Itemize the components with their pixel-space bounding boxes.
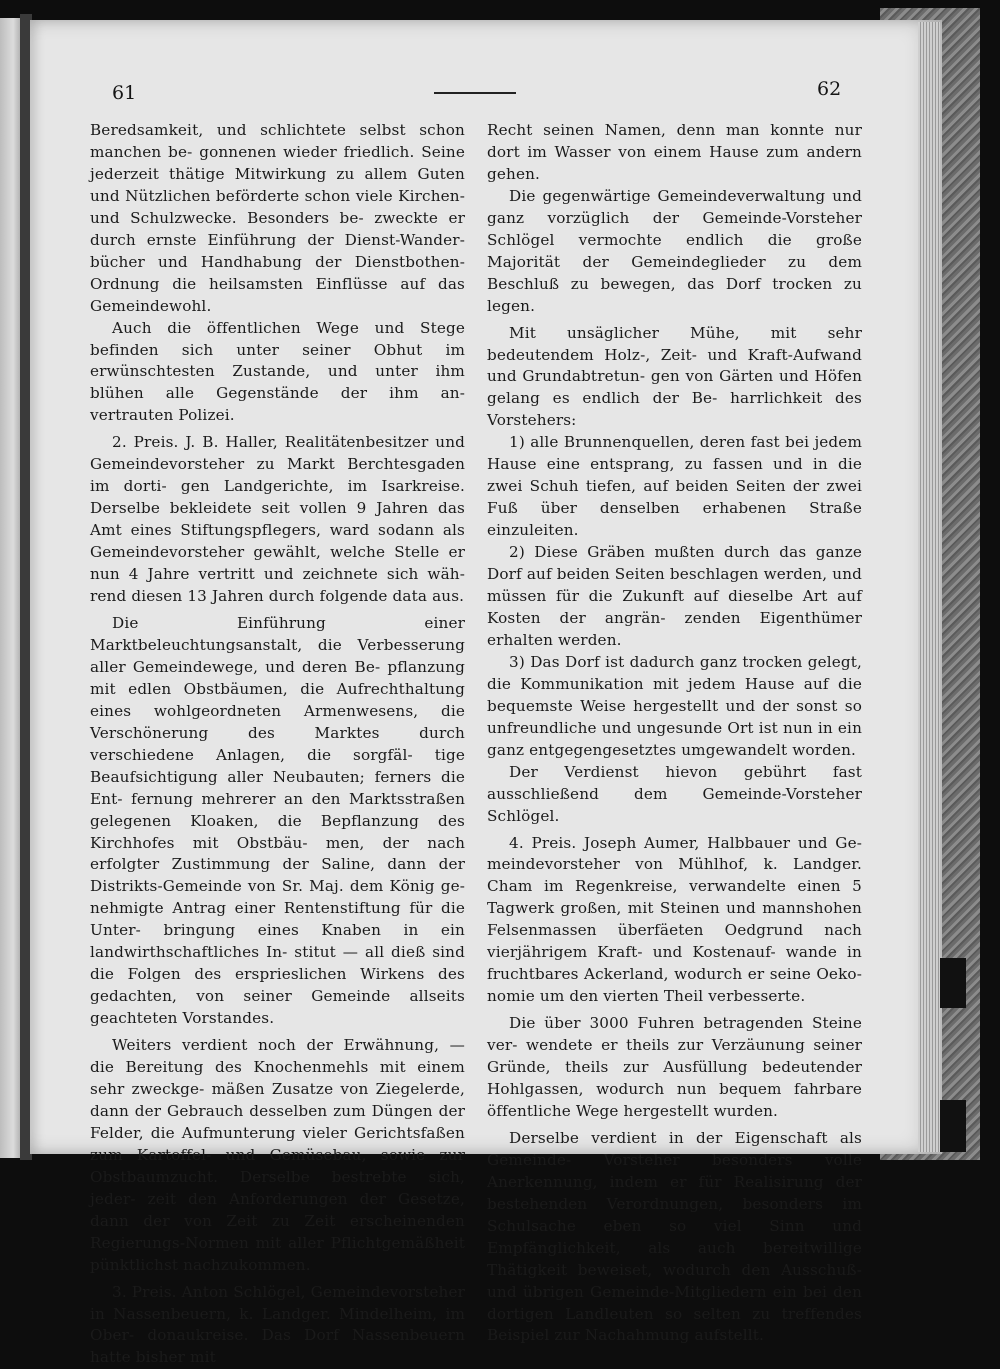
- paragraph: Beredsamkeit, und schlichtete selbst schon manchen be- gonnenen wieder friedlich. Seine jederzeit thätige Mitwirkung zu allem Guten und Nützlichen beförderte schon viele Kirchen- und Schulzwecke. Besonders be- zweckte er durch ernste Einführung der Dienst-Wander- bücher und Handhabung der Dienstbothen-Ordnung die heilsamsten Einflüsse auf das Gemeindewohl.: [90, 121, 465, 315]
- paragraph: Recht seinen Namen, denn man konnte nur dort im Wasser von einem Hause zum andern gehen.: [487, 121, 862, 183]
- paragraph: Die Einführung einer Marktbeleuchtungsanstalt, die Verbesserung aller Gemeindewege, und deren Be- pflanzung mit edlen Obstbäumen, die Aufrechthaltung eines wohlgeordneten Armenwesens, die Verschönerung des Marktes durch verschiedene Anlagen, die sorgfäl- tige Beaufsichtigung aller Neubauten; ferners die Ent- fernung mehrerer an den Marktsstraßen gelegenen Kloaken, die Bepflanzung des Kirchhofes mit Obstbäu- men, der nach erfolgter Zustimmung der Saline, dann der Distrikts-Gemeinde von Sr. Maj. dem König ge- nehmigte Antrag einer Rentenstiftung für die Unter- bringung eines Knaben in ein landwirthschaftliches In- stitut — all dieß sind die Folgen des ersprieslichen Wirkens des gedachten, von seiner Gemeinde allseits geachteten Vorstandes.: [90, 613, 465, 1028]
- black-tab-lower: [940, 1100, 966, 1152]
- left-text-column: [90, 120, 465, 1369]
- list-item: 2) Diese Gräben mußten durch das ganze Dorf auf beiden Seiten beschlagen werden, und müssen für die Zukunft auf dieselbe Art auf Kosten der angrän- zenden Eigenthümer erhalten werden.: [487, 543, 862, 649]
- page-stack-edge: [918, 22, 940, 1152]
- header-rule: [434, 92, 516, 94]
- black-tab-upper: [940, 958, 966, 1008]
- paragraph: Die gegenwärtige Gemeindeverwaltung und ganz vorzüglich der Gemeinde-Vorsteher Schlögel vermochte endlich die große Majorität der Gemeindeglieder zu dem Beschluß zu bewegen, das Dorf trocken zu legen.: [487, 186, 862, 315]
- right-page-number: 62: [817, 78, 842, 100]
- list-item: 3) Das Dorf ist dadurch ganz trocken gelegt, die Kommunikation mit jedem Hause auf die bequemste Weise hergestellt und der sonst so unfreundliche und ungesunde Ort ist nun in ein ganz entgegengesetztes umgewandelt worden.: [487, 652, 862, 759]
- right-text-column: [487, 120, 862, 1347]
- paragraph: Mit unsäglicher Mühe, mit sehr bedeutendem Holz-, Zeit- und Kraft-Aufwand und Grundabtretun- gen von Gärten und Höfen gelang es endlich der Be- harrlichkeit des Vorstehers:: [487, 323, 862, 430]
- paragraph: Die über 3000 Fuhren betragenden Steine ver- wendete er theils zur Verzäunung seiner Gründe, theils zur Ausfüllung bedeutender Hohlgassen, wodurch nun bequem fahrbare öffentliche Wege hergestellt wurden.: [487, 1014, 862, 1120]
- paragraph: 3. Preis. Anton Schlögel, Gemeindevorsteher in Nassenbeuern, k. Landger. Mindelheim, im Ober- donaukreise. Das Dorf Nassenbeuern hatte bisher mit: [90, 1282, 465, 1367]
- left-page-number: 61: [112, 82, 137, 104]
- paragraph: Derselbe verdient in der Eigenschaft als Gemeinde- Vorsteher besonders volle Anerkennung, indem er für Realisirung der bestehenden Verordnungen, besonders im Schulsache eben so viel Sinn und Empfänglichkeit, als auch bereitwillige Thätigkeit beweiset, wodurch den Ausschuß- und übrigen Gemeinde-Mitgliedern ein bei den dortigen Landleuten so selten zu treffendes Beispiel zur Nachahmung aufstellt.: [487, 1128, 862, 1345]
- paragraph: 4. Preis. Joseph Aumer, Halbbauer und Ge- meindevorsteher von Mühlhof, k. Landger. Cham im Regenkreise, verwandelte einen 5 Tagwerk großen, mit Steinen und mannshohen Felsenmassen überfäeten Oedgrund nach vierjährigem Kraft- und Kostenauf- wande in fruchtbares Ackerland, wodurch er seine Oeko- nomie um den vierten Theil verbesserte.: [487, 833, 862, 1006]
- list-item: 1) alle Brunnenquellen, deren fast bei jedem Hause eine entsprang, zu fassen und in die zwei Schuh tiefen, auf beiden Seiten der zwei Fuß über denselben erhabenen Straße einzuleiten.: [487, 433, 862, 540]
- paragraph: Auch die öffentlichen Wege und Stege befinden sich unter seiner Obhut im erwünschtesten Zustande, und unter ihm blühen alle Gegenstände der ihm an- vertrauten Polizei.: [90, 318, 465, 425]
- paragraph: Der Verdienst hievon gebührt fast ausschließend dem Gemeinde-Vorsteher Schlögel.: [487, 762, 862, 825]
- previous-page-edge: [0, 18, 22, 1158]
- paragraph: 2. Preis. J. B. Haller, Realitätenbesitzer und Gemeindevorsteher zu Markt Berchtesgaden im dorti- gen Landgerichte, im Isarkreise. Derselbe bekleidete seit vollen 9 Jahren das Amt eines Stiftungspflegers, ward sodann als Gemeindevorsteher gewählt, welche Stelle er nun 4 Jahre vertritt und zeichnete sich wäh- rend diesen 13 Jahren durch folgende data aus.: [90, 433, 465, 606]
- paragraph: Weiters verdient noch der Erwähnung, — die Bereitung des Knochenmehls mit einem sehr zweckge- mäßen Zusatze von Ziegelerde, dann der Gebrauch desselben zum Düngen der Felder, die Aufmunterung vieler Gerichtsfaßen zum Kartoffel- und Gemüsebau, sowie zur Obstbaumzucht. Derselbe bestrebte sich, jeder- zeit den Anforderungen der Gesetze, dann der von Zeit zu Zeit erscheinenden Regierungs-Normen mit aller Pflichtgemäßheit pünktlichst nachzukommen.: [90, 1036, 465, 1274]
